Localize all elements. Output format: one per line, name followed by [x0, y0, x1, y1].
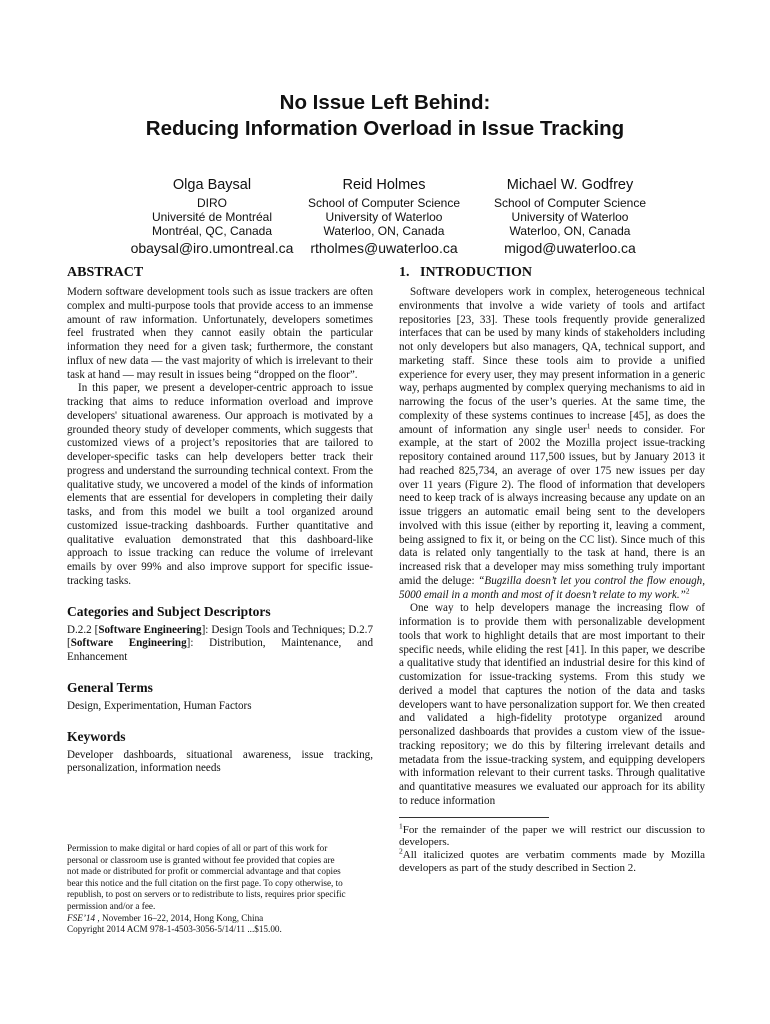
- author-block: [116, 176, 308, 257]
- author-affiliation: School of Computer Science: [307, 196, 461, 210]
- footnote-divider: [399, 817, 549, 818]
- intro-paragraph: One way to help developers manage the increasing flow of information is to provide them with personalizable development tools that work to highlight details that are most important to their specific needs, while eliding the rest [41]. In this paper, we describe a qualitative study that identified an industrial desire for this kind of customization for issue-tracking systems. From this study we derived a model that captures the notion of the data and tasks developers want to have personalization support for. We then created and validated a high-fidelity prototype organized around personalized dashboards that provides a custom view of the issue-tracking repository; we do this by filtering irrelevant details and metadata from the issue-tracking system, and equipping developers with information relevant to their current tasks. Through qualitative and quantitative measures we evaluated our approach for its ability to reduce information: [399, 602, 705, 807]
- venue-line: [67, 913, 373, 925]
- title-line-1: No Issue Left Behind:: [279, 91, 491, 114]
- general-terms-text: Design, Experimentation, Human Factors: [67, 699, 252, 712]
- author-email[interactable]: rtholmes@uwaterloo.ca: [310, 240, 458, 256]
- author-block: [478, 176, 662, 257]
- categories-text-part: ]: Distribution, Maintenance, and Enhancement: [67, 637, 373, 663]
- venue-details: , November 16–22, 2014, Hong Kong, China: [95, 912, 264, 923]
- categories-text: [67, 624, 373, 665]
- general-terms-heading: General Terms: [67, 679, 153, 695]
- title-line-2: Reducing Information Overload in Issue Tracking: [145, 117, 625, 140]
- permission-notice: [67, 843, 373, 936]
- keywords-text: Developer dashboards, situational awareness, issue tracking, personalization, information needs: [67, 748, 373, 775]
- categories-emphasis: Software Engineering: [70, 637, 187, 650]
- abstract-paragraph: Modern software development tools such as issue trackers are often complex and multi-purpose tools that provide access to an immense amount of raw information. Unfortunately, developers sometimes feel frustrated when they cannot easily obtain the particular information they need for a given task; furthermore, the constant influx of new data — the vast majority of which is irrelevant to their task at hand — may result in issues being “dropped on the floor”.: [67, 286, 373, 381]
- categories-text-part: D.2.2 [: [67, 623, 99, 636]
- author-block: [292, 176, 476, 257]
- categories-heading: Categories and Subject Descriptors: [67, 603, 271, 619]
- author-affiliation: University of Waterloo: [325, 210, 443, 224]
- footnote: [399, 820, 705, 850]
- footnote-ref[interactable]: 1: [586, 420, 591, 430]
- permission-line: bear this notice and the full citation on the first page. To copy otherwise, to: [67, 877, 343, 888]
- author-affiliation: School of Computer Science: [493, 196, 647, 210]
- introduction-heading: 1. INTRODUCTION: [399, 265, 533, 280]
- paper-title: [0, 90, 770, 142]
- author-name: Michael W. Godfrey: [506, 177, 634, 193]
- permission-line: permission and/or a fee.: [67, 900, 156, 911]
- intro-paragraph: [399, 286, 705, 602]
- right-column: [399, 264, 705, 875]
- categories-text-part: ]: Design Tools and Techniques; D.2.7 [: [67, 623, 373, 650]
- abstract-paragraph: In this paper, we present a developer-centric approach to issue tracking that aims to reduce information overload and improve developers' situational awareness. Our approach is motivated by a grounded theory study of developer comments, which suggests that customized views of a project’s repositories that are tailored to developer-specific tasks can help developers better track their progress and understand the surrounding technical context. From the qualitative study, we uncovered a model of the kinds of information elements that are essential for developers in completing their daily tasks, and from this model we built a tool organized around customized issue-tracking dashboards. Further quantitative and qualitative evaluation demonstrated that this dashboard-like approach to issue tracking can reduce the volume of irrelevant emails by over 99% and also improve support for specific issue-tracking tasks.: [67, 382, 373, 587]
- author-affiliation: Waterloo, ON, Canada: [323, 224, 445, 238]
- footnote-mark: 1: [399, 820, 403, 830]
- footnote-mark: 2: [399, 846, 403, 856]
- categories-emphasis: Software Engineering: [98, 623, 202, 636]
- author-name: Reid Holmes: [342, 177, 426, 193]
- author-affiliation: University of Waterloo: [511, 210, 629, 224]
- copyright-line: Copyright 2014 ACM 978-1-4503-3056-5/14/11 ...$15.00.: [67, 924, 282, 935]
- footnote-ref[interactable]: 2: [685, 585, 690, 595]
- abstract-heading: ABSTRACT: [67, 265, 144, 280]
- footnote-text: All italicized quotes are verbatim comments made by Mozilla developers as part of the study described in Section 2.: [399, 849, 705, 874]
- developer-quote: “Bugzilla doesn’t let you control the flow enough, 5000 email in a month and most of it doesn’t relate to my work.”: [399, 574, 705, 601]
- author-affiliation: Montréal, QC, Canada: [151, 224, 273, 238]
- venue-name: FSE’14: [67, 912, 96, 923]
- author-email[interactable]: obaysal@iro.umontreal.ca: [130, 240, 294, 256]
- permission-line: not made or distributed for profit or commercial advantage and that copies: [67, 866, 341, 877]
- intro-text: Software developers work in complex, heterogeneous technical environments that involve a wide variety of tools and artifact repositories [23, 33]. These tools frequently provide generalized interfaces that can be used by many kinds of stakeholders including not only developers but also managers, QA, technical support, and marketing staff. Since these tools aim to provide a unified experience for every user, they may present information in a generic way, perhaps augmented by complex querying mechanisms to aid in narrowing the focus of the user’s queries. At the same time, the complexity of these systems continues to increase [45], as does the amount of information any single user: [399, 286, 705, 436]
- author-email[interactable]: migod@uwaterloo.ca: [504, 240, 636, 256]
- footnote: [399, 846, 705, 875]
- permission-line: personal or classroom use is granted without fee provided that copies are: [67, 854, 335, 865]
- intro-text: needs to consider. For example, at the start of 2002 the Mozilla project issue-tracking repository contained around 117,500 issues, but by January 2013 it had reached 825,734, an average of over 175 new issues per day over 11 years (Figure 2). The flood of information that developers need to keep track of is always increasing because any update on an issue triggers an automatic email being sent to the developers involved with this issue (either by reporting it, leaving a comment, being assigned to fix it, or being on the CC list). Since much of this data is related only tangentially to the task at hand, there is an increased risk that a developer may miss something truly important amid the deluge:: [399, 423, 705, 587]
- author-name: Olga Baysal: [172, 177, 252, 193]
- footnote-text: For the remainder of the paper we will restrict our discussion to developers.: [399, 823, 705, 849]
- permission-line: Permission to make digital or hard copies of all or part of this work for: [67, 843, 328, 853]
- permission-line: republish, to post on servers or to redistribute to lists, requires prior specific: [67, 889, 346, 900]
- author-affiliation: Université de Montréal: [151, 210, 273, 224]
- left-column: [67, 264, 373, 776]
- author-affiliation: Waterloo, ON, Canada: [509, 224, 631, 238]
- keywords-heading: Keywords: [67, 728, 126, 744]
- author-affiliation: DIRO: [197, 196, 227, 210]
